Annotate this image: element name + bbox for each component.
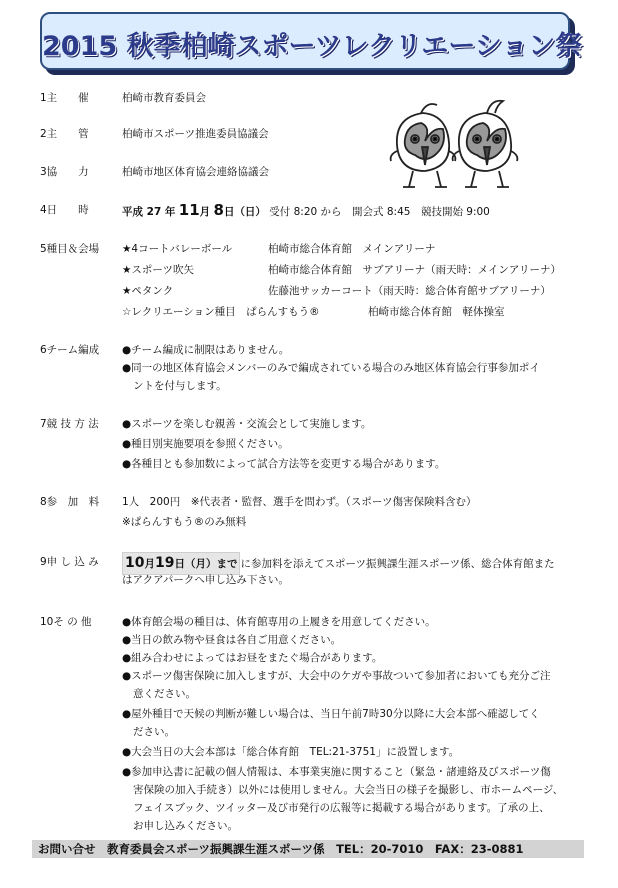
cooperation-label: 3協 力 [40, 166, 89, 178]
other-line: ●大会当日の大会本部は「総合体育館 TEL:21-3751」に設置します。 [122, 746, 460, 758]
fee-line: ※ぱらんすもう®のみ無料 [122, 516, 247, 528]
fee-line: 1人 200円 ※代表者・監督、選手を問わず。（スポーツ傷害保険料含む） [122, 496, 477, 508]
date-month: 11 [178, 201, 200, 219]
date-era: 平成 27 年 [122, 206, 176, 218]
mascot-illustration [385, 95, 525, 195]
date-weekday: （日） [234, 206, 266, 218]
event-item: ☆レクリエーション種目 ぱらんすもう® [122, 306, 320, 318]
events-label: 5種目＆会場 [40, 243, 100, 255]
other-line: ●当日の飲み物や昼食は各自ご用意ください。 [122, 634, 342, 646]
organizer-value: 柏崎市教育委員会 [122, 92, 206, 104]
date-day: 8 [213, 201, 224, 219]
manager-label: 2主 管 [40, 128, 89, 140]
other-line: 害保険の加入手続き）以外には使用しません。大会当日の様子を撮影し、市ホームページ、 [133, 784, 564, 796]
other-line: ●屋外種目で天候の判断が難しい場合は、当日午前7時30分以降に大会本部へ確認してく [122, 708, 540, 720]
other-line: 意ください。 [133, 688, 196, 700]
datetime-value [122, 200, 490, 222]
deadline-until: まで [216, 558, 238, 570]
deadline-month: 10 [125, 555, 145, 571]
other-line: ●参加申込書に記載の個人情報は、本事業実施に関すること（緊急・諸連絡及びスポーツ傷 [122, 766, 551, 778]
team-line: ●同一の地区体育協会メンバーのみで編成されている場合のみ地区体育協会行事参加ポイ [122, 362, 540, 374]
deadline-weekday: （月） [184, 558, 217, 570]
other-line: ●組み合わせによってはお昼をまたぐ場合があります。 [122, 652, 383, 664]
deadline-day-unit: 日 [174, 558, 185, 570]
organizer-label: 1主 催 [40, 92, 89, 104]
event-venue: 佐藤池サッカーコート（雨天時：総合体育館サブアリーナ） [268, 285, 551, 297]
team-label: 6チーム編成 [40, 344, 100, 356]
event-item: ★4コートバレーボール [122, 243, 233, 255]
method-line: ●各種目とも参加数によって試合方法等を変更する場合があります。 [122, 458, 446, 470]
fee-label: 8参 加 料 [40, 496, 100, 508]
date-month-unit: 月 [199, 206, 211, 218]
event-venue: 柏崎市総合体育館 軽体操室 [368, 306, 505, 318]
event-item: ★ペタンク [122, 285, 174, 297]
apply-line: はアクアパークへ申し込み下さい。 [122, 574, 289, 586]
event-venue: 柏崎市総合体育館 サブアリーナ（雨天時：メインアリーナ） [268, 264, 561, 276]
method-line: ●スポーツを楽しむ親善・交流会として実施します。 [122, 418, 372, 430]
mascot-right [453, 101, 518, 187]
manager-value: 柏崎市スポーツ推進委員協議会 [122, 128, 269, 140]
apply-text: に参加料を添えてスポーツ振興課生涯スポーツ係、総合体育館また [240, 558, 555, 570]
contact-footer: お問い合せ 教育委員会スポーツ振興課生涯スポーツ係 TEL：20-7010 FAX：23-0881 [32, 840, 584, 858]
schedule-text: 受付 8:20 から 開会式 8:45 競技開始 9:00 [269, 206, 490, 218]
event-venue: 柏崎市総合体育館 メインアリーナ [268, 243, 436, 255]
other-line: ださい。 [133, 726, 175, 738]
deadline-day: 19 [154, 555, 175, 571]
date-day-unit: 日 [223, 206, 235, 218]
other-line: フェイスブック、ツイッター及び市発行の広報等に掲載する場合があります。了承の上、 [133, 802, 550, 814]
team-line: ントを付与します。 [133, 380, 227, 392]
datetime-label: 4日 時 [40, 204, 89, 216]
other-line: お申し込みください。 [133, 820, 238, 832]
method-line: ●種目別実施要項を参照ください。 [122, 438, 289, 450]
method-label: 7競 技 方 法 [40, 418, 99, 430]
page-title: 2015 秋季柏崎スポーツレクリエーション祭 [42, 31, 583, 62]
title-banner [40, 12, 583, 70]
deadline-month-unit: 月 [144, 558, 155, 570]
other-line: ●スポーツ傷害保険に加入しますが、大会中のケガや事故ついて参加者においても充分ご注 [122, 670, 551, 682]
other-label: 10そ の 他 [40, 616, 92, 628]
event-item: ★スポーツ吹矢 [122, 264, 194, 276]
team-line: ●チーム編成に制限はありません。 [122, 344, 290, 356]
apply-label: 9申 し 込 み [40, 556, 99, 568]
mascot-left [391, 104, 456, 187]
cooperation-value: 柏崎市地区体育協会連絡協議会 [122, 166, 269, 178]
other-line: ●体育館会場の種目は、体育館専用の上履きを用意してください。 [122, 616, 436, 628]
